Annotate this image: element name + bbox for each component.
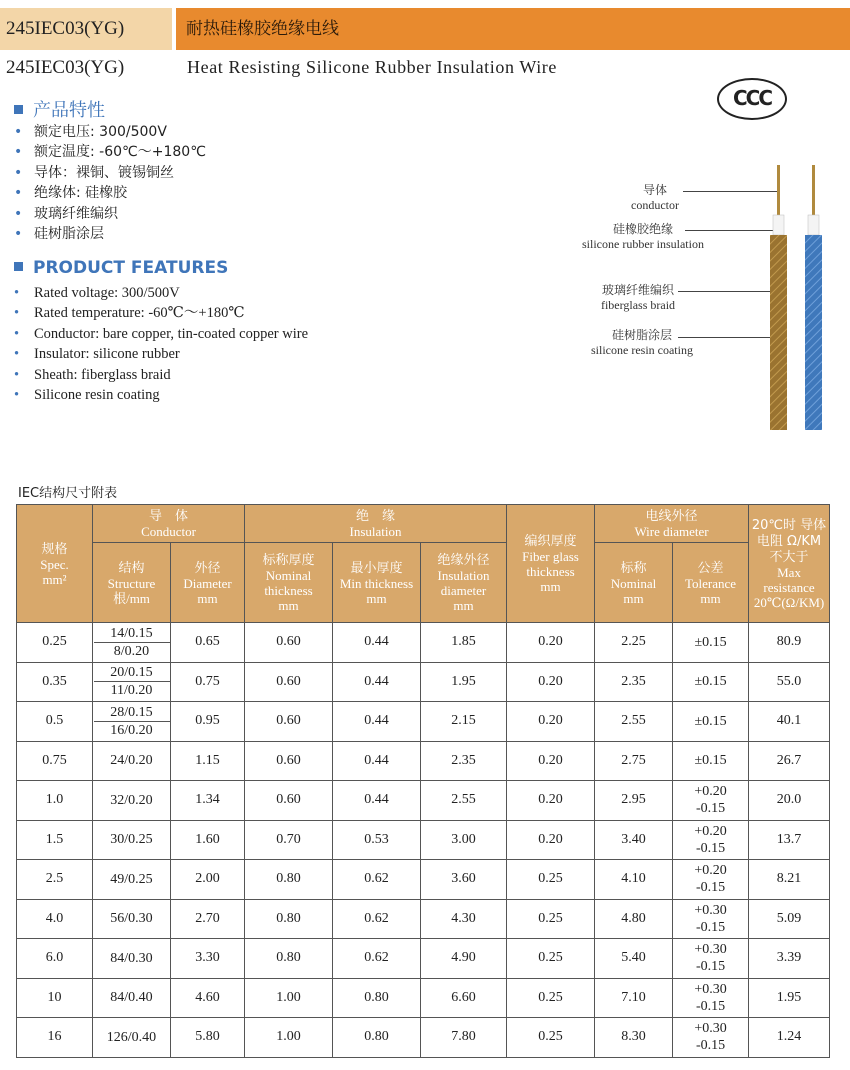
cell-insulation-diameter: 2.35	[421, 741, 507, 781]
cell-insulation-diameter: 4.30	[421, 899, 507, 939]
header-nominal: 标称 Nominal mm	[595, 543, 673, 623]
cell-min-thickness: 0.62	[333, 860, 421, 900]
cell-tolerance-line: ±0.15	[694, 753, 727, 769]
cell-min-thickness: 0.62	[333, 899, 421, 939]
cell-resistance: 80.9	[749, 623, 830, 663]
cell-fiberglass: 0.20	[507, 820, 595, 860]
cell-tolerance-line: ±0.15	[694, 634, 727, 650]
table-row	[17, 978, 830, 1018]
cell-min-thickness: 0.44	[333, 781, 421, 821]
cell-diameter: 1.34	[171, 781, 245, 821]
square-bullet-icon	[14, 262, 23, 271]
cell-tolerance-line: +0.30	[694, 1021, 727, 1037]
cell-diameter: 5.80	[171, 1018, 245, 1058]
cell-insulation-diameter: 6.60	[421, 978, 507, 1018]
features-en-heading	[14, 258, 228, 278]
cell-structure	[93, 939, 171, 979]
cell-tolerance	[673, 781, 749, 821]
header-insulation-diameter: 绝缘外径 Insulation diameter mm	[421, 543, 507, 623]
feature-item: • Silicone resin coating	[14, 385, 308, 405]
cell-min-thickness: 0.44	[333, 662, 421, 702]
cell-nominal: 4.10	[595, 860, 673, 900]
header-conductor: 导 体 Conductor	[93, 505, 245, 543]
conductor-strand	[777, 165, 780, 215]
cell-structure-line: 32/0.20	[110, 792, 153, 808]
cell-spec: 1.5	[17, 820, 93, 860]
diagram-label-insulation: 硅橡胶绝缘 silicone rubber insulation	[582, 222, 704, 251]
header-fiberglass: 编织厚度 Fiber glass thickness mm	[507, 505, 595, 623]
cell-fiberglass: 0.25	[507, 978, 595, 1018]
cell-resistance: 26.7	[749, 741, 830, 781]
diagram-label-conductor: 导体 conductor	[631, 183, 679, 212]
cell-structure-line: 24/0.20	[110, 753, 153, 769]
header-nominal-thickness: 标称厚度 Nominal thickness mm	[245, 543, 333, 623]
cell-insulation-diameter: 7.80	[421, 1018, 507, 1058]
cell-nominal-thickness: 0.60	[245, 741, 333, 781]
cell-tolerance	[673, 623, 749, 663]
cell-insulation-diameter: 2.55	[421, 781, 507, 821]
cell-tolerance-line: -0.15	[695, 959, 726, 975]
cell-tolerance-line: +0.20	[694, 823, 727, 839]
cell-resistance: 13.7	[749, 820, 830, 860]
cell-structure	[93, 781, 171, 821]
square-bullet-icon	[14, 105, 23, 114]
cell-fiberglass: 0.25	[507, 1018, 595, 1058]
table-row	[17, 1018, 830, 1058]
cell-tolerance	[673, 899, 749, 939]
feature-item: • 额定电压: 300/500V	[14, 122, 206, 142]
features-en-heading-text: PRODUCT FEATURES	[33, 258, 229, 278]
cell-structure-line: 84/0.30	[110, 950, 153, 966]
cell-nominal: 7.10	[595, 978, 673, 1018]
cell-fiberglass: 0.20	[507, 623, 595, 663]
cell-tolerance-line: +0.20	[694, 784, 727, 800]
title-cn-banner: 耐热硅橡胶绝缘电线	[176, 8, 850, 50]
insulation-layer	[808, 215, 819, 235]
cell-fiberglass: 0.20	[507, 781, 595, 821]
cell-tolerance-line: -0.15	[695, 840, 726, 856]
cell-spec: 0.5	[17, 702, 93, 742]
cell-tolerance-line: -0.15	[695, 880, 726, 896]
header-wire-diameter: 电线外径 Wire diameter	[595, 505, 749, 543]
cell-tolerance-line: +0.20	[694, 863, 727, 879]
cell-resistance: 5.09	[749, 899, 830, 939]
feature-item: • Rated voltage: 300/500V	[14, 283, 308, 303]
cell-nominal: 8.30	[595, 1018, 673, 1058]
cell-structure-line: 16/0.20	[94, 721, 170, 739]
cell-tolerance	[673, 978, 749, 1018]
cell-fiberglass: 0.25	[507, 860, 595, 900]
cell-spec: 1.0	[17, 781, 93, 821]
cell-spec: 0.75	[17, 741, 93, 781]
header-tolerance: 公差 Tolerance mm	[673, 543, 749, 623]
cell-structure-line: 20/0.15	[110, 665, 153, 681]
cell-structure-line: 14/0.15	[110, 625, 153, 641]
spec-table-body	[17, 623, 830, 1058]
cell-min-thickness: 0.80	[333, 978, 421, 1018]
cell-diameter: 3.30	[171, 939, 245, 979]
cell-insulation-diameter: 1.85	[421, 623, 507, 663]
feature-item: • 硅树脂涂层	[14, 224, 206, 244]
cell-resistance: 55.0	[749, 662, 830, 702]
cell-tolerance-line: -0.15	[695, 919, 726, 935]
cell-diameter: 2.00	[171, 860, 245, 900]
cell-structure-line: 49/0.25	[110, 871, 153, 887]
table-row	[17, 662, 830, 702]
conductor-strand	[812, 165, 815, 215]
cell-insulation-diameter: 4.90	[421, 939, 507, 979]
feature-item: • Conductor: bare copper, tin-coated copper wire	[14, 324, 308, 344]
cell-structure-line: 28/0.15	[110, 704, 153, 720]
cell-nominal: 2.75	[595, 741, 673, 781]
header-min-thickness: 最小厚度 Min thickness mm	[333, 543, 421, 623]
cell-insulation-diameter: 3.00	[421, 820, 507, 860]
cell-min-thickness: 0.44	[333, 702, 421, 742]
feature-item: • Insulator: silicone rubber	[14, 344, 308, 364]
cell-tolerance	[673, 741, 749, 781]
insulation-layer	[773, 215, 784, 235]
header-insulation: 绝 缘 Insulation	[245, 505, 507, 543]
header-diameter: 外径 Diameter mm	[171, 543, 245, 623]
cell-min-thickness: 0.53	[333, 820, 421, 860]
cell-structure-line: 56/0.30	[110, 911, 153, 927]
feature-item: • 绝缘体: 硅橡胶	[14, 183, 206, 203]
cell-fiberglass: 0.25	[507, 899, 595, 939]
cell-diameter: 2.70	[171, 899, 245, 939]
diagram-label-fiberglass: 玻璃纤维编织 fiberglass braid	[600, 283, 676, 312]
cell-tolerance-line: ±0.15	[694, 674, 727, 690]
cell-diameter: 1.15	[171, 741, 245, 781]
cell-nominal: 2.25	[595, 623, 673, 663]
cell-nominal: 5.40	[595, 939, 673, 979]
ccc-certification-logo: CCC	[717, 78, 787, 120]
table-caption: IEC结构尺寸附表	[18, 486, 118, 501]
braid-brown	[770, 235, 787, 430]
cell-min-thickness: 0.80	[333, 1018, 421, 1058]
cell-structure	[93, 623, 171, 663]
cell-nominal-thickness: 0.60	[245, 781, 333, 821]
cell-tolerance-line: +0.30	[694, 902, 727, 918]
cell-fiberglass: 0.20	[507, 702, 595, 742]
cell-nominal-thickness: 0.80	[245, 939, 333, 979]
cell-nominal: 4.80	[595, 899, 673, 939]
header-structure: 结构 Structure 根/mm	[93, 543, 171, 623]
cell-nominal-thickness: 0.60	[245, 702, 333, 742]
cell-nominal: 3.40	[595, 820, 673, 860]
table-row	[17, 741, 830, 781]
cell-tolerance-line: +0.30	[694, 942, 727, 958]
cell-nominal-thickness: 0.60	[245, 662, 333, 702]
title-en: Heat Resisting Silicone Rubber Insulation Wire	[187, 57, 557, 77]
cell-structure	[93, 741, 171, 781]
cell-spec: 0.35	[17, 662, 93, 702]
cell-spec: 2.5	[17, 860, 93, 900]
cell-resistance: 8.21	[749, 860, 830, 900]
cell-tolerance-line: ±0.15	[694, 713, 727, 729]
cell-nominal-thickness: 0.80	[245, 899, 333, 939]
spec-table	[16, 504, 830, 1058]
cell-tolerance	[673, 939, 749, 979]
cell-structure-line: 126/0.40	[106, 1029, 157, 1045]
cell-tolerance-line: -0.15	[695, 1038, 726, 1054]
table-row	[17, 939, 830, 979]
cell-tolerance	[673, 820, 749, 860]
cell-nominal-thickness: 0.80	[245, 860, 333, 900]
cell-spec: 0.25	[17, 623, 93, 663]
cell-tolerance-line: -0.15	[695, 998, 726, 1014]
cell-structure-line: 8/0.20	[94, 642, 170, 660]
cell-nominal: 2.55	[595, 702, 673, 742]
cell-spec: 6.0	[17, 939, 93, 979]
cell-nominal-thickness: 0.70	[245, 820, 333, 860]
feature-item: • 额定温度: -60℃～+180℃	[14, 142, 206, 162]
cell-structure	[93, 702, 171, 742]
cell-insulation-diameter: 2.15	[421, 702, 507, 742]
cell-min-thickness: 0.62	[333, 939, 421, 979]
cell-spec: 10	[17, 978, 93, 1018]
cell-structure	[93, 978, 171, 1018]
cell-nominal-thickness: 0.60	[245, 623, 333, 663]
table-row	[17, 899, 830, 939]
features-cn-list	[14, 122, 206, 244]
header-resistance: 20℃时 导体电阻 Ω/KM 不大于 Max resistance 20℃(Ω/KM)	[749, 505, 830, 623]
cell-structure	[93, 820, 171, 860]
features-cn-heading	[14, 96, 105, 122]
cell-structure	[93, 860, 171, 900]
cell-fiberglass: 0.20	[507, 741, 595, 781]
cell-resistance: 20.0	[749, 781, 830, 821]
cell-spec: 16	[17, 1018, 93, 1058]
cell-tolerance-line: -0.15	[695, 801, 726, 817]
cell-spec: 4.0	[17, 899, 93, 939]
features-cn-heading-text: 产品特性	[33, 100, 105, 121]
cell-tolerance	[673, 1018, 749, 1058]
cell-structure	[93, 662, 171, 702]
cell-nominal-thickness: 1.00	[245, 978, 333, 1018]
feature-item: • 玻璃纤维编织	[14, 204, 206, 224]
table-row	[17, 781, 830, 821]
cell-diameter: 4.60	[171, 978, 245, 1018]
cell-diameter: 0.75	[171, 662, 245, 702]
cell-diameter: 1.60	[171, 820, 245, 860]
cell-structure	[93, 899, 171, 939]
cell-nominal: 2.35	[595, 662, 673, 702]
cell-resistance: 1.24	[749, 1018, 830, 1058]
wire-illustration	[760, 160, 830, 435]
cell-tolerance-line: +0.30	[694, 981, 727, 997]
cell-nominal-thickness: 1.00	[245, 1018, 333, 1058]
cell-structure	[93, 1018, 171, 1058]
feature-item: • Sheath: fiberglass braid	[14, 365, 308, 385]
cell-nominal: 2.95	[595, 781, 673, 821]
product-code-tab: 245IEC03(YG)	[0, 8, 172, 50]
cell-min-thickness: 0.44	[333, 741, 421, 781]
cell-structure-line: 84/0.40	[110, 990, 153, 1006]
cell-tolerance	[673, 662, 749, 702]
cell-structure-line: 11/0.20	[94, 681, 170, 699]
table-row	[17, 623, 830, 663]
cell-diameter: 0.65	[171, 623, 245, 663]
cell-resistance: 3.39	[749, 939, 830, 979]
cell-insulation-diameter: 1.95	[421, 662, 507, 702]
cell-fiberglass: 0.25	[507, 939, 595, 979]
cell-resistance: 1.95	[749, 978, 830, 1018]
cell-diameter: 0.95	[171, 702, 245, 742]
braid-blue	[805, 235, 822, 430]
cell-insulation-diameter: 3.60	[421, 860, 507, 900]
cell-min-thickness: 0.44	[333, 623, 421, 663]
feature-item: • Rated temperature: -60℃～+180℃	[14, 303, 308, 323]
features-en-list	[14, 283, 308, 405]
header-spec: 规格 Spec. mm²	[17, 505, 93, 623]
table-row	[17, 860, 830, 900]
feature-item: • 导体：裸铜、镀锡铜丝	[14, 163, 206, 183]
table-row	[17, 820, 830, 860]
cell-structure-line: 30/0.25	[110, 832, 153, 848]
product-code-subtitle: 245IEC03(YG)	[6, 57, 125, 78]
cell-tolerance	[673, 860, 749, 900]
diagram-label-resin: 硅树脂涂层 silicone resin coating	[591, 328, 693, 357]
cell-tolerance	[673, 702, 749, 742]
table-row	[17, 702, 830, 742]
cell-fiberglass: 0.20	[507, 662, 595, 702]
cell-resistance: 40.1	[749, 702, 830, 742]
